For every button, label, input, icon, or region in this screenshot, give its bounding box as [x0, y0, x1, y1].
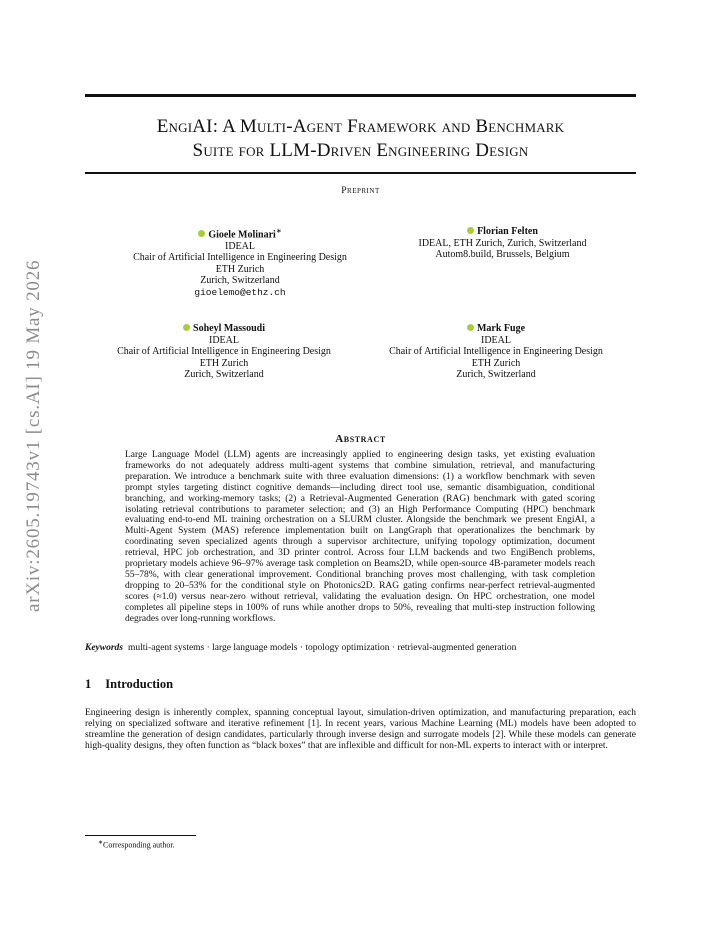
section-number: 1: [85, 677, 92, 691]
corresponding-mark: ∗: [275, 227, 282, 235]
section-title: Introduction: [105, 677, 174, 691]
author-affiliation: ETH Zurich: [199, 357, 249, 369]
author-affiliation: Chair of Artificial Intelligence in Engineering Design: [117, 346, 331, 357]
author-name: Florian Felten: [477, 226, 538, 237]
author-affiliation: Chair of Artificial Intelligence in Engineering Design: [133, 252, 347, 264]
paper-title: [85, 115, 636, 163]
section-heading: [85, 677, 173, 692]
footnote: [98, 839, 175, 850]
author-name: Mark Fuge: [476, 323, 526, 334]
abstract-text: Large Language Model (LLM) agents are increasingly applied to engineering design tasks, yet existing evaluation frameworks do not adequately address multi-agent systems that combine simulation, retrieval, and manufacturing preparation. We introduce a benchmark suite with three evaluation dimensions: (1) a workflow benchmark with seven prompt styles targeting distinct cognitive demands—including direct tool use, semantic disambiguation, conditional branching, and working-memory tasks; (2) a Retrieval-Augmented Generation (RAG) benchmark with gated scoring isolating retrieval contributions to parameter selection; and (3) an High Performance Computing (HPC) benchmark evaluating end-to-end ML training orchestration on a SLURM cluster. Alongside the benchmark we present EngiAI, a Multi-Agent System (MAS) reference implementation built on LangGraph that operationalizes the benchmark by coordinating seven specialized agents through a supervisor architecture, unifying topology optimization, document retrieval, HPC job orchestration, and 3D printer control. Across four LLM backends and two EngiBench problems, proprietary models achieve 96–97% average task completion on Beams2D, while open-source 4B-parameter models reach 55–78%, with clear generational improvement. Conditional branching proves most challenging, with task completion dropping to 20–53% for the conditional style on Photonics2D. RAG gating confirms near-perfect retrieval-augmented scores (≈1.0) versus near-zero without retrieval, validating the evaluation design. On HPC orchestration, one model completes all pipeline steps in 100% of runs while another drops to 50%, revealing that multi-step instruction following degrades over long-running workflows.: [125, 450, 595, 624]
author-affiliation: Zurich, Switzerland: [200, 275, 280, 287]
author-email[interactable]: gioelemo@ethz.ch: [194, 286, 286, 298]
author-name: Gioele Molinari: [208, 229, 276, 241]
keywords-text: multi-agent systems · large language models · topology optimization · retrieval-augmented generation: [128, 643, 517, 653]
footnote-text: Corresponding author.: [103, 840, 175, 850]
orcid-icon[interactable]: [198, 230, 205, 237]
author-affiliation: ETH Zurich: [471, 357, 521, 369]
footnote-rule: [85, 835, 196, 836]
author-affiliation: ETH Zurich: [215, 263, 265, 275]
title-line-1: EngiAI: A Multi-Agent Framework and Benchmark: [156, 116, 565, 137]
orcid-icon[interactable]: [183, 324, 190, 331]
orcid-icon[interactable]: [467, 227, 474, 234]
arxiv-sidebar-stamp: arXiv:2605.19743v1 [cs.AI] 19 May 2026: [23, 259, 44, 612]
introduction-paragraph: Engineering design is inherently complex, spanning conceptual layout, simulation-driven optimization, and manufacturing preparation, each relying on specialized software and iterative refinement [1]. In recent years, various Machine Learning (ML) models have been adopted to streamline the generation of design candidates, particularly through inverse design and surrogate models [2]. While these models can generate high-quality designs, they often function as “black boxes” that are inflexible and difficult for non-ML experts to interact with or interpret.: [85, 708, 636, 751]
title-top-rule: [85, 94, 636, 97]
keywords-line: [85, 643, 645, 653]
author-name: Soheyl Massoudi: [193, 323, 265, 334]
title-line-2: Suite for LLM-Driven Engineering Design: [192, 140, 529, 161]
author-block-4: [360, 323, 632, 381]
author-affiliation: Autom8.build, Brussels, Belgium: [435, 249, 570, 260]
author-block-3: [88, 323, 360, 381]
author-affiliation: IDEAL: [209, 334, 239, 346]
abstract-heading: Abstract: [335, 433, 386, 445]
title-bottom-rule: [85, 172, 636, 174]
orcid-icon[interactable]: [467, 324, 474, 331]
keywords-label: Keywords: [85, 643, 123, 653]
author-affiliation: Chair of Artificial Intelligence in Engineering Design: [389, 346, 603, 357]
author-block-1: [95, 226, 385, 298]
preprint-label: Preprint: [341, 186, 380, 196]
author-affiliation: IDEAL: [481, 334, 511, 346]
author-affiliation: IDEAL: [225, 240, 255, 252]
footnote-mark: ∗: [98, 840, 104, 846]
author-block-2: [380, 226, 625, 261]
author-affiliation: IDEAL, ETH Zurich, Zurich, Switzerland: [418, 237, 587, 249]
author-affiliation: Zurich, Switzerland: [456, 369, 536, 380]
author-affiliation: Zurich, Switzerland: [184, 369, 264, 380]
